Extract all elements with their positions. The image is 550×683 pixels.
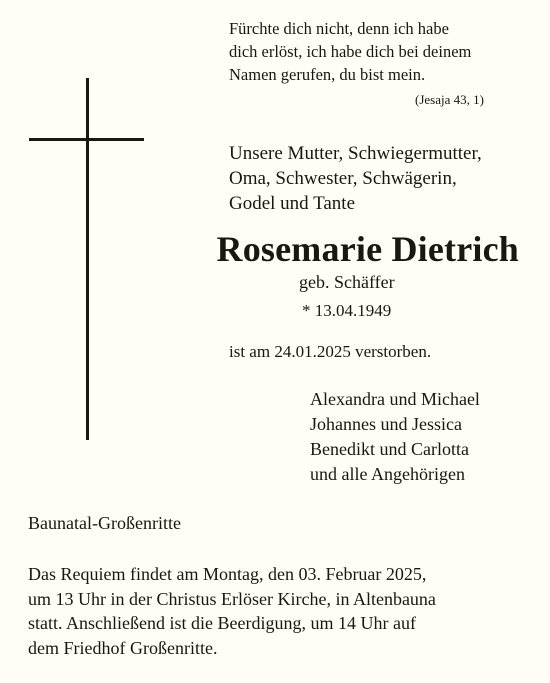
mourner-item: Benedikt und Carlotta	[310, 439, 469, 459]
bible-verse	[229, 17, 529, 86]
deceased-name: Rosemarie Dietrich	[216, 229, 519, 269]
verse-line: dich erlöst, ich habe dich bei deinem	[229, 42, 472, 61]
verse-line: Namen gerufen, du bist mein.	[229, 65, 426, 84]
cross-horizontal-bar	[29, 138, 144, 141]
service-line: Das Requiem findet am Montag, den 03. Februar 2025,	[28, 564, 427, 584]
relationship-intro	[229, 141, 529, 216]
service-line: statt. Anschließend ist die Beerdigung, um 14 Uhr auf	[28, 613, 416, 633]
service-line: um 13 Uhr in der Christus Erlöser Kirche, in Altenbauna	[28, 588, 436, 609]
mourner-item: und alle Angehörigen	[310, 464, 465, 484]
intro-line: Unsere Mutter, Schwiegermutter,	[229, 143, 482, 164]
service-line: dem Friedhof Großenritte.	[28, 637, 218, 658]
place-name: Baunatal-Großenritte	[28, 513, 181, 533]
mourner-item: Johannes und Jessica	[310, 414, 462, 434]
mourner-item: Alexandra und Michael	[310, 389, 480, 409]
mourners-list	[310, 387, 540, 487]
birth-date: * 13.04.1949	[302, 301, 392, 320]
verse-line: Fürchte dich nicht, denn ich habe	[229, 19, 449, 38]
intro-line: Godel und Tante	[229, 193, 356, 214]
service-details	[28, 562, 548, 660]
birth-name: geb. Schäffer	[299, 272, 395, 292]
verse-reference: (Jesaja 43, 1)	[415, 92, 484, 107]
death-statement: ist am 24.01.2025 verstorben.	[229, 342, 432, 361]
intro-line: Oma, Schwester, Schwägerin,	[229, 168, 457, 189]
